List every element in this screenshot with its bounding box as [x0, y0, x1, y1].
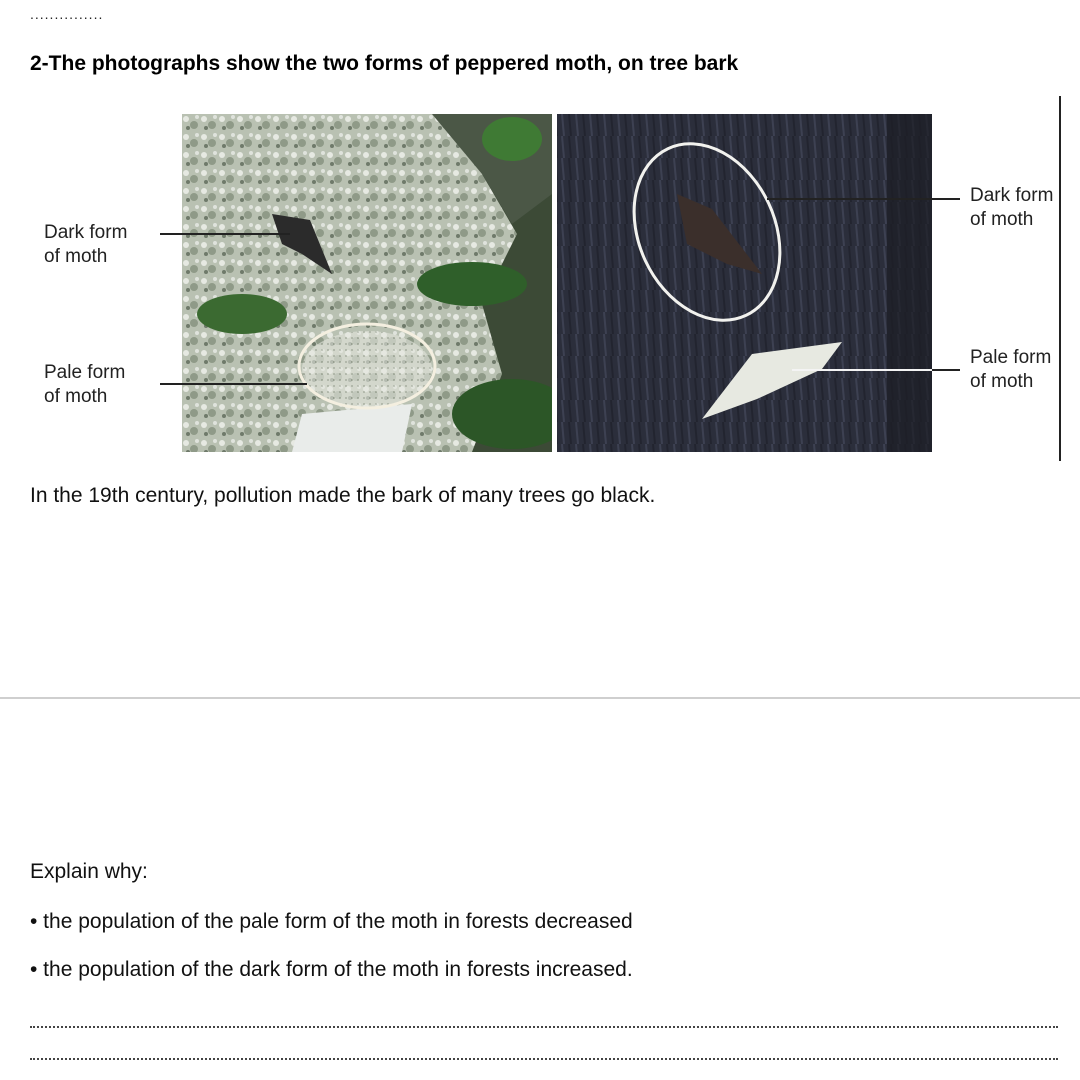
leader-left-dark — [160, 233, 182, 235]
top-answer-dots: ............... — [30, 6, 104, 22]
figure-right-rule — [1059, 96, 1061, 461]
bullet-pale-decrease: • the population of the pale form of the moth in forests decreased — [30, 910, 633, 933]
question-title: 2-The photographs show the two forms of peppered moth, on tree bark — [30, 52, 739, 75]
leader-right-pale — [932, 369, 960, 371]
pale-bark-photo — [182, 114, 572, 452]
dark-bark-photo — [557, 114, 932, 452]
label-left-dark-form: Dark form of moth — [44, 222, 128, 267]
label-left-pale-form: Pale form of moth — [44, 362, 126, 407]
moth-photographs — [182, 114, 932, 452]
label-right-pale-form: Pale form of moth — [970, 347, 1052, 392]
answer-line-2[interactable] — [30, 1058, 1058, 1060]
page-divider — [0, 697, 1080, 699]
explain-prompt: Explain why: — [30, 860, 148, 883]
leader-right-dark — [932, 198, 960, 200]
context-sentence: In the 19th century, pollution made the bark of many trees go black. — [30, 484, 656, 507]
answer-line-1[interactable] — [30, 1026, 1058, 1028]
label-right-dark-form: Dark form of moth — [970, 185, 1054, 230]
leader-left-pale — [160, 383, 182, 385]
bullet-dark-increase: • the population of the dark form of the moth in forests increased. — [30, 958, 633, 981]
